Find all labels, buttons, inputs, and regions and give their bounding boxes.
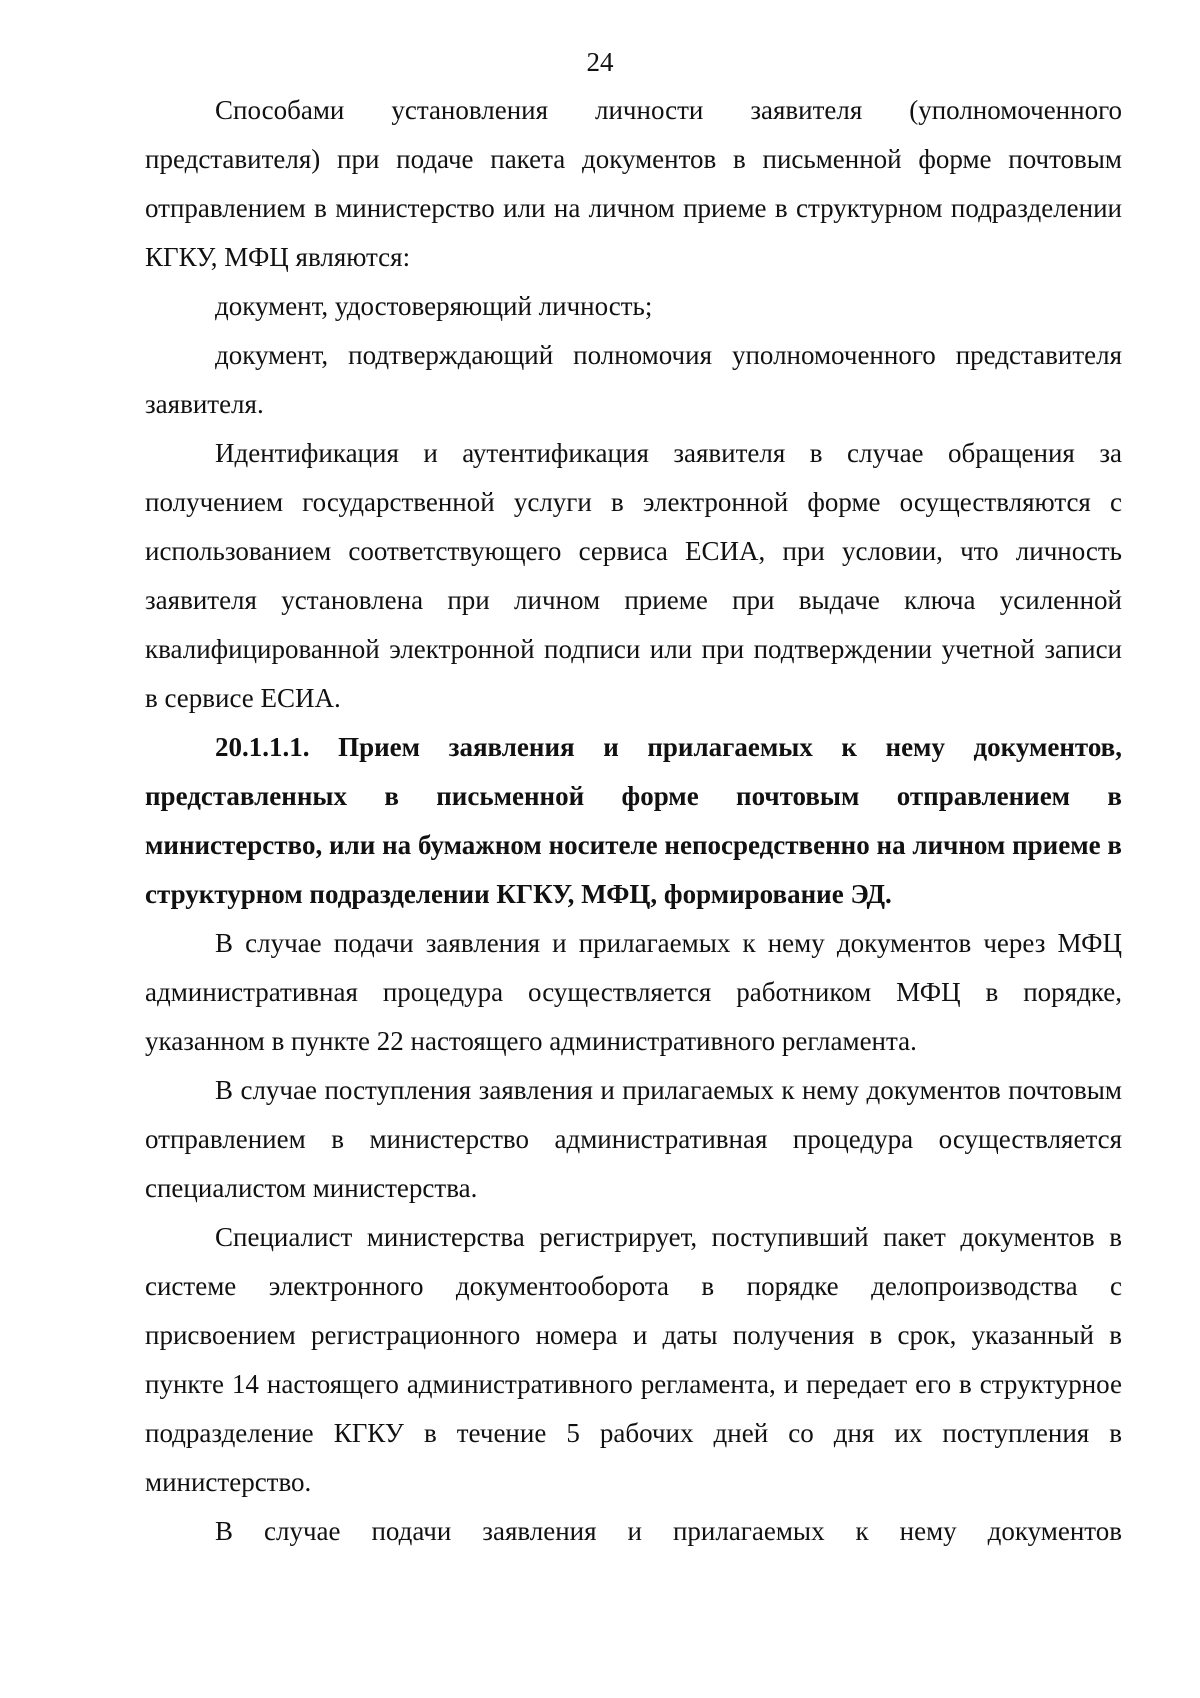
paragraph-continued: В случае подачи заявления и прилагаемых к нему документов bbox=[215, 1516, 1122, 1546]
paragraph-identification-methods: Способами установления личности заявителя (уполномоченного представителя) при подаче пакета документов в письменной форме почтовым отправлением в министерство или на личном приеме в структурном подразделении КГКУ, МФЦ являются: bbox=[145, 95, 1122, 272]
paragraph-registration: Специалист министерства регистрирует, поступивший пакет документов в системе электронного документооборота в порядке делопроизводства с присвоением регистрационного номера и даты получения в срок, указанный в пункте 14 настоящего административного регламента, и передает его в структурное подразделение КГКУ в течение 5 рабочих дней со дня их поступления в министерство. bbox=[145, 1222, 1122, 1497]
document-body bbox=[145, 86, 1122, 1556]
page-number: 24 bbox=[586, 47, 614, 77]
paragraph-identity-document: документ, удостоверяющий личность; bbox=[215, 291, 653, 321]
paragraph-authority-document: документ, подтверждающий полномочия уполномоченного представителя заявителя. bbox=[145, 340, 1122, 419]
paragraph-esia-authentication: Идентификация и аутентификация заявителя в случае обращения за получением государственной услуги в электронной форме осуществляются с использованием соответствующего сервиса ЕСИА, при условии, что личность заявителя установлена при личном приеме при выдаче ключа усиленной квалифицированной электронной подписи или при подтверждении учетной записи в сервисе ЕСИА. bbox=[145, 438, 1122, 713]
section-heading-20-1-1-1: 20.1.1.1. Прием заявления и прилагаемых к нему документов, представленных в письменной форме почтовым отправлением в министерство, или на бумажном носителе непосредственно на личном приеме в структурном подразделении КГКУ, МФЦ, формирование ЭД. bbox=[145, 732, 1122, 909]
paragraph-mfc-submission: В случае подачи заявления и прилагаемых к нему документов через МФЦ административная процедура осуществляется работником МФЦ в порядке, указанном в пункте 22 настоящего административного регламента. bbox=[145, 928, 1122, 1056]
paragraph-postal-submission: В случае поступления заявления и прилагаемых к нему документов почтовым отправлением в министерство административная процедура осуществляется специалистом министерства. bbox=[145, 1075, 1122, 1203]
